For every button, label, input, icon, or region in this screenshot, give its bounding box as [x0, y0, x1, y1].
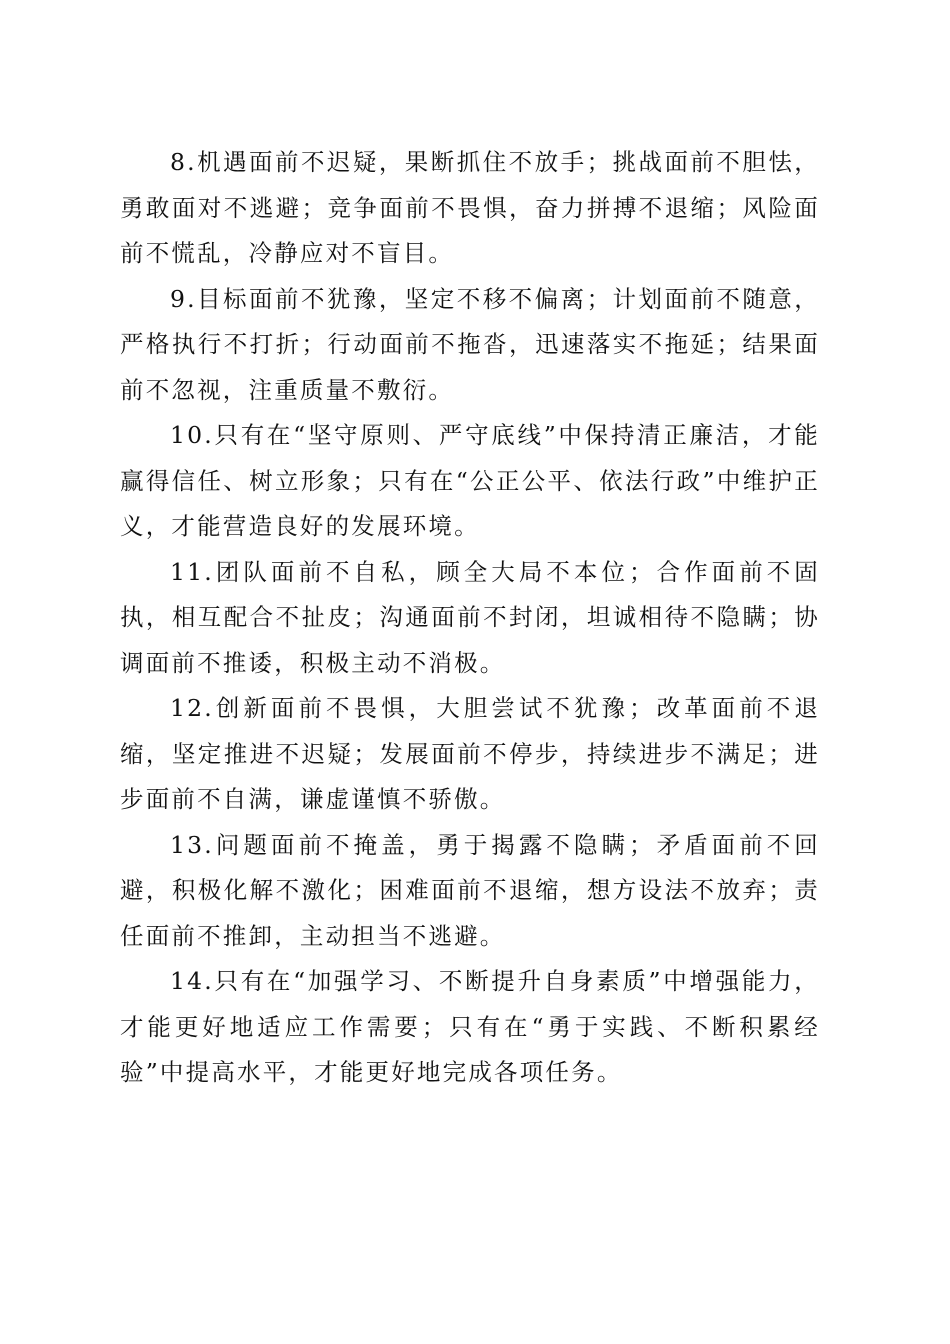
paragraph-8: 8.机遇面前不迟疑，果断抓住不放手；挑战面前不胆怯，勇敢面对不逃避；竞争面前不畏惧，奋力拼搏不退缩；风险面前不慌乱，冷静应对不盲目。: [120, 148, 820, 267]
paragraph-9: 9.目标面前不犹豫，坚定不移不偏离；计划面前不随意，严格执行不打折；行动面前不拖沓，迅速落实不拖延；结果面前不忽视，注重质量不敷衍。: [120, 284, 820, 404]
paragraph-14: 14.只有在“加强学习、不断提升自身素质”中增强能力，才能更好地适应工作需要；只有在“勇于实践、不断积累经验”中提高水平，才能更好地完成各项任务。: [120, 967, 820, 1086]
paragraph-13: 13.问题面前不掩盖，勇于揭露不隐瞒；矛盾面前不回避，积极化解不激化；困难面前不退缩，想方设法不放弃；责任面前不推卸，主动担当不逃避。: [120, 830, 820, 950]
document-body: [120, 140, 820, 1096]
paragraph-10: 10.只有在“坚守原则、严守底线”中保持清正廉洁，才能赢得信任、树立形象；只有在“公正公平、依法行政”中维护正义，才能营造良好的发展环境。: [120, 421, 820, 540]
paragraph-11: 11.团队面前不自私，顾全大局不本位；合作面前不固执，相互配合不扯皮；沟通面前不封闭，坦诚相待不隐瞒；协调面前不推诿，积极主动不消极。: [120, 557, 820, 677]
paragraph-12: 12.创新面前不畏惧，大胆尝试不犹豫；改革面前不退缩，坚定推进不迟疑；发展面前不停步，持续进步不满足；进步面前不自满，谦虚谨慎不骄傲。: [120, 694, 820, 813]
